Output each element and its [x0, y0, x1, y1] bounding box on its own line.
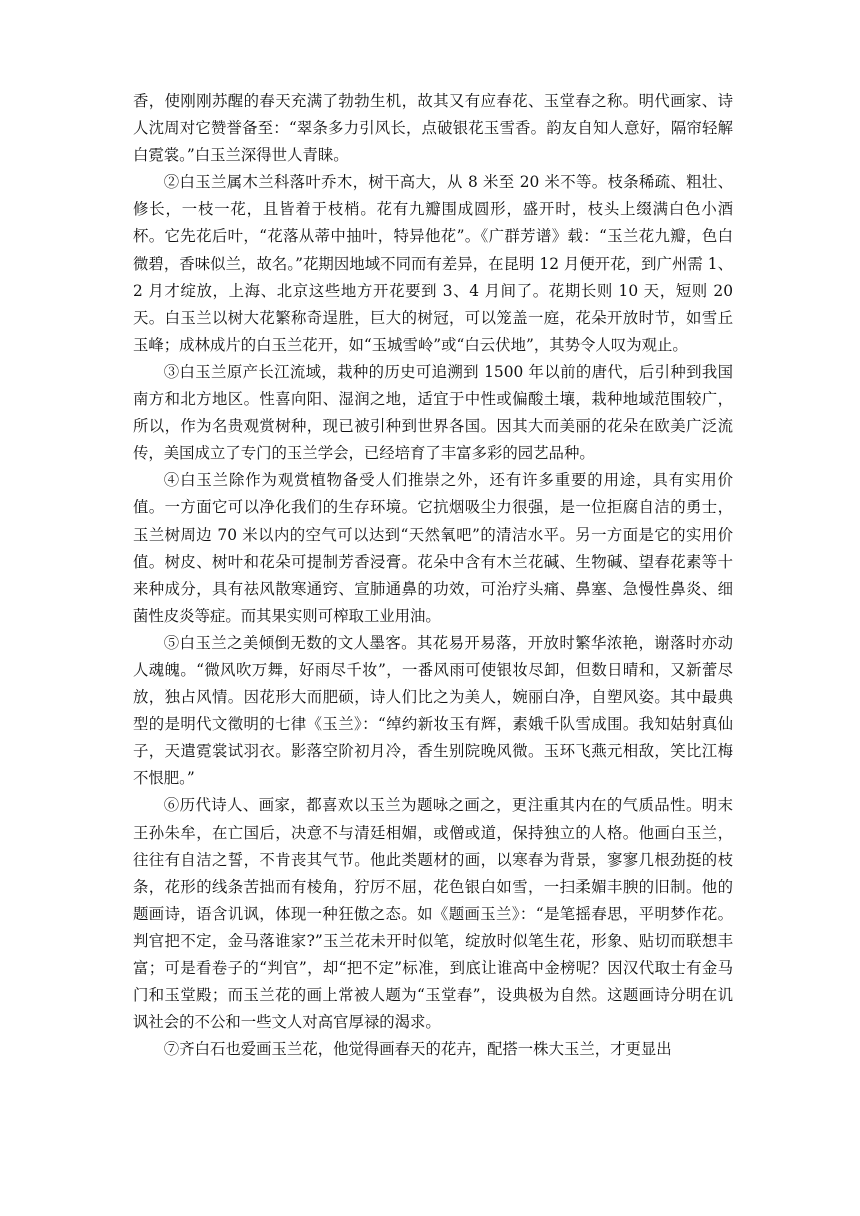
paragraph-4: ④白玉兰除作为观赏植物备受人们推崇之外，还有许多重要的用途，具有实用价值。一方面它可以净化我们的生存环境。它抗烟吸尘力很强，是一位拒腐自洁的勇士，玉兰树周边 70 米以内的空气可以达到“天然氧吧”的清洁水平。另一方面是它的实用价值。树皮、树叶和花朵可提制芳香浸膏。花朵中含有木兰花碱、生物碱、望春花素等十来种成分，具有祛风散寒通窍、宣肺通鼻的功效，可治疗头痛、鼻塞、急慢性鼻炎、细菌性皮炎等症。而其果实则可榨取工业用油。	[133, 471, 733, 625]
paragraph-6: ⑥历代诗人、画家，都喜欢以玉兰为题咏之画之，更注重其内在的气质品性。明末王孙朱牟，在亡国后，决意不与清廷相媚，或僧或道，保持独立的人格。他画白玉兰，往往有自洁之誓，不肯丧其气节。他此类题材的画，以寒春为背景，寥寥几根劲挺的枝条，花形的线条苦拙而有棱角，狞厉不屈，花色银白如雪，一扫柔媚丰腴的旧制。他的题画诗，语含讥讽，体现一种狂傲之态。如《题画玉兰》：“是笔摇春思，平明梦作花。判官把不定，金马落谁家?”玉兰花未开时似笔，绽放时似笔生花，形象、贴切而联想丰富；可是看卷子的“判官”，却“把不定”标准，到底让谁高中金榜呢？因汉代取士有金马门和玉堂殿；而玉兰花的画上常被人题为“玉堂春”，设典极为自然。这题画诗分明在讥讽社会的不公和一些文人对高官厚禄的渴求。	[133, 796, 733, 1032]
paragraph-7: ⑦齐白石也爱画玉兰花，他觉得画春天的花卉，配搭一株大玉兰，才更显出	[163, 1040, 672, 1059]
paragraph-2: ②白玉兰属木兰科落叶乔木，树干高大，从 8 米至 20 米不等。枝条稀疏、粗壮、修长，一枝一花，且皆着于枝梢。花有九瓣围成圆形，盛开时，枝头上缀满白色小酒杯。它先花后叶，“花落从蒂中抽叶，特异他花”。《广群芳谱》载：“玉兰花九瓣，色白微碧，香味似兰，故名。”花期因地域不同而有差异，在昆明 12 月便开花，到广州需 1、2 月才绽放，上海、北京这些地方开花要到 3、4 月间了。花期长则 10 天，短则 20 天。白玉兰以树大花繁称奇逞胜，巨大的树冠，可以笼盖一庭，花朵开放时节，如雪丘玉峰；成林成片的白玉兰花开，如“玉城雪岭”或“白云伏地”，其势令人叹为观止。	[133, 173, 733, 354]
paragraph-5: ⑤白玉兰之美倾倒无数的文人墨客。其花易开易落，开放时繁华浓艳，谢落时亦动人魂魄。“微风吹万舞，好雨尽千妆”，一番风雨可使银妆尽卸，但数日晴和，又新蕾尽放，独占风情。因花形大而肥硕，诗人们比之为美人，婉丽白净，自塑风姿。其中最典型的是明代文徵明的七律《玉兰》：“绰约新妆玉有辉，素娥千队雪成围。我知姑射真仙子，天遣霓裳试羽衣。影落空阶初月冷，香生别院晚风微。玉环飞燕元相敌，笑比江梅不恨肥。”	[133, 633, 733, 788]
paragraph-3: ③白玉兰原产长江流域，栽种的历史可追溯到 1500 年以前的唐代，后引种到我国南方和北方地区。性喜向阳、湿润之地，适宜于中性或偏酸土壤，栽种地域范围较广，所以，作为名贵观赏树种，现已被引种到世界各国。因其大而美丽的花朵在欧美广泛流传，美国成立了专门的玉兰学会，已经培育了丰富多彩的园艺品种。	[133, 362, 733, 463]
document-body	[133, 88, 733, 1063]
paragraph-continuation: 香，使刚刚苏醒的春天充满了勃勃生机，故其又有应春花、玉堂春之称。明代画家、诗人沈周对它赞誉备至：“翠条多力引风长，点破银花玉雪香。韵友自知人意好，隔帘轻解白霓裳。”白玉兰深得世人青睐。	[133, 92, 733, 165]
